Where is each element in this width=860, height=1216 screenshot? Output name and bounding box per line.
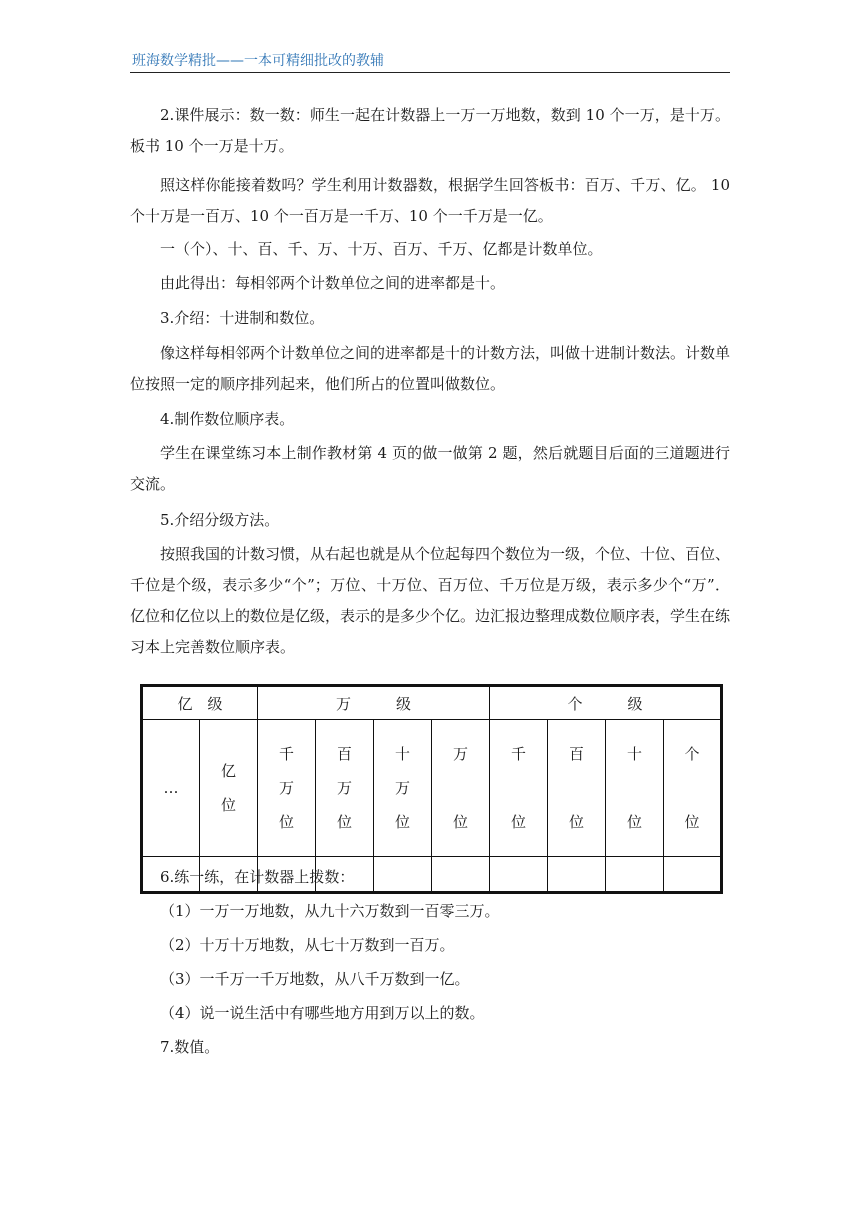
paragraph-2: 照这样你能接着数吗？学生利用计数器数，根据学生回答板书：百万、千万、亿。 10 个十万是一百万、10 个一百万是一千万、10 个一千万是一亿。 [130,176,730,225]
paragraph-3: 一（个）、十、百、千、万、十万、百万、千万、亿都是计数单位。 [160,240,603,258]
place-label: 千万位 [279,745,295,831]
section-7-heading: 7.数值。 [160,1038,220,1056]
place-wan [432,720,490,857]
paragraph-7: 4.制作数位顺序表。 [160,410,295,428]
header-title: 班海数学精批——一本可精细批改的教辅 [132,53,384,69]
place-label: 万位 [453,745,469,831]
place-shiwan [374,720,432,857]
place-label: … [163,779,179,797]
exercise-item-4: （4）说一说生活中有哪些地方用到万以上的数。 [160,1004,485,1022]
exercise-item-2: （2）十万十万地数，从七十万数到一百万。 [160,936,455,954]
exercise-heading: 6.练一练，在计数器上拨数： [160,868,355,886]
place-ellipsis [142,720,200,857]
place-qian [490,720,548,857]
group-wan: 万 级 [258,686,490,720]
place-ge [664,720,722,857]
page-header [130,48,730,73]
paragraph-4: 由此得出：每相邻两个计数单位之间的进率都是十。 [160,274,506,292]
place-baiwan [316,720,374,857]
paragraph-8: 学生在课堂练习本上制作教材第 4 页的做一做第 2 题，然后就题目后面的三道题进行交流。 [130,444,730,493]
exercise-item-1: （1）一万一万地数，从九十六万数到一百零三万。 [160,902,500,920]
exercise-item-3: （3）一千万一千万地数，从八千万数到一亿。 [160,970,470,988]
place-bai [548,720,606,857]
place-label: 千位 [511,745,527,831]
place-label: 百万位 [337,745,353,831]
paragraph-9: 5.介绍分级方法。 [160,511,280,529]
place-label: 十位 [627,745,643,831]
paragraph-1: 2.课件展示：数一数：师生一起在计数器上一万一万地数，数到 10 个一万，是十万。板书 10 个一万是十万。 [130,106,730,155]
paragraph-5: 3.介绍：十进制和数位。 [160,309,325,327]
paragraph-10: 按照我国的计数习惯，从右起也就是从个位起每四个数位为一级，个位、十位、百位、千位是个级，表示多少“个”；万位、十万位、百万位、千万位是万级，表示多少个“万”．亿位和亿位以上的数位是亿级，表示的是多少个亿。边汇报边整理成数位顺序表，学生在练习本上完善数位顺序表。 [130,545,731,656]
place-shi [606,720,664,857]
group-ge: 个 级 [490,686,722,720]
paragraph-6: 像这样每相邻两个计数单位之间的进率都是十的计数方法，叫做十进制计数法。计数单位按照一定的顺序排列起来，他们所占的位置叫做数位。 [130,344,731,393]
place-label: 个位 [684,745,700,831]
place-yi [200,720,258,857]
group-yi: 亿 级 [142,686,258,720]
place-label: 百位 [569,745,585,831]
place-label: 十万位 [395,745,411,831]
place-label: 亿位 [220,762,236,814]
place-qianwan [258,720,316,857]
